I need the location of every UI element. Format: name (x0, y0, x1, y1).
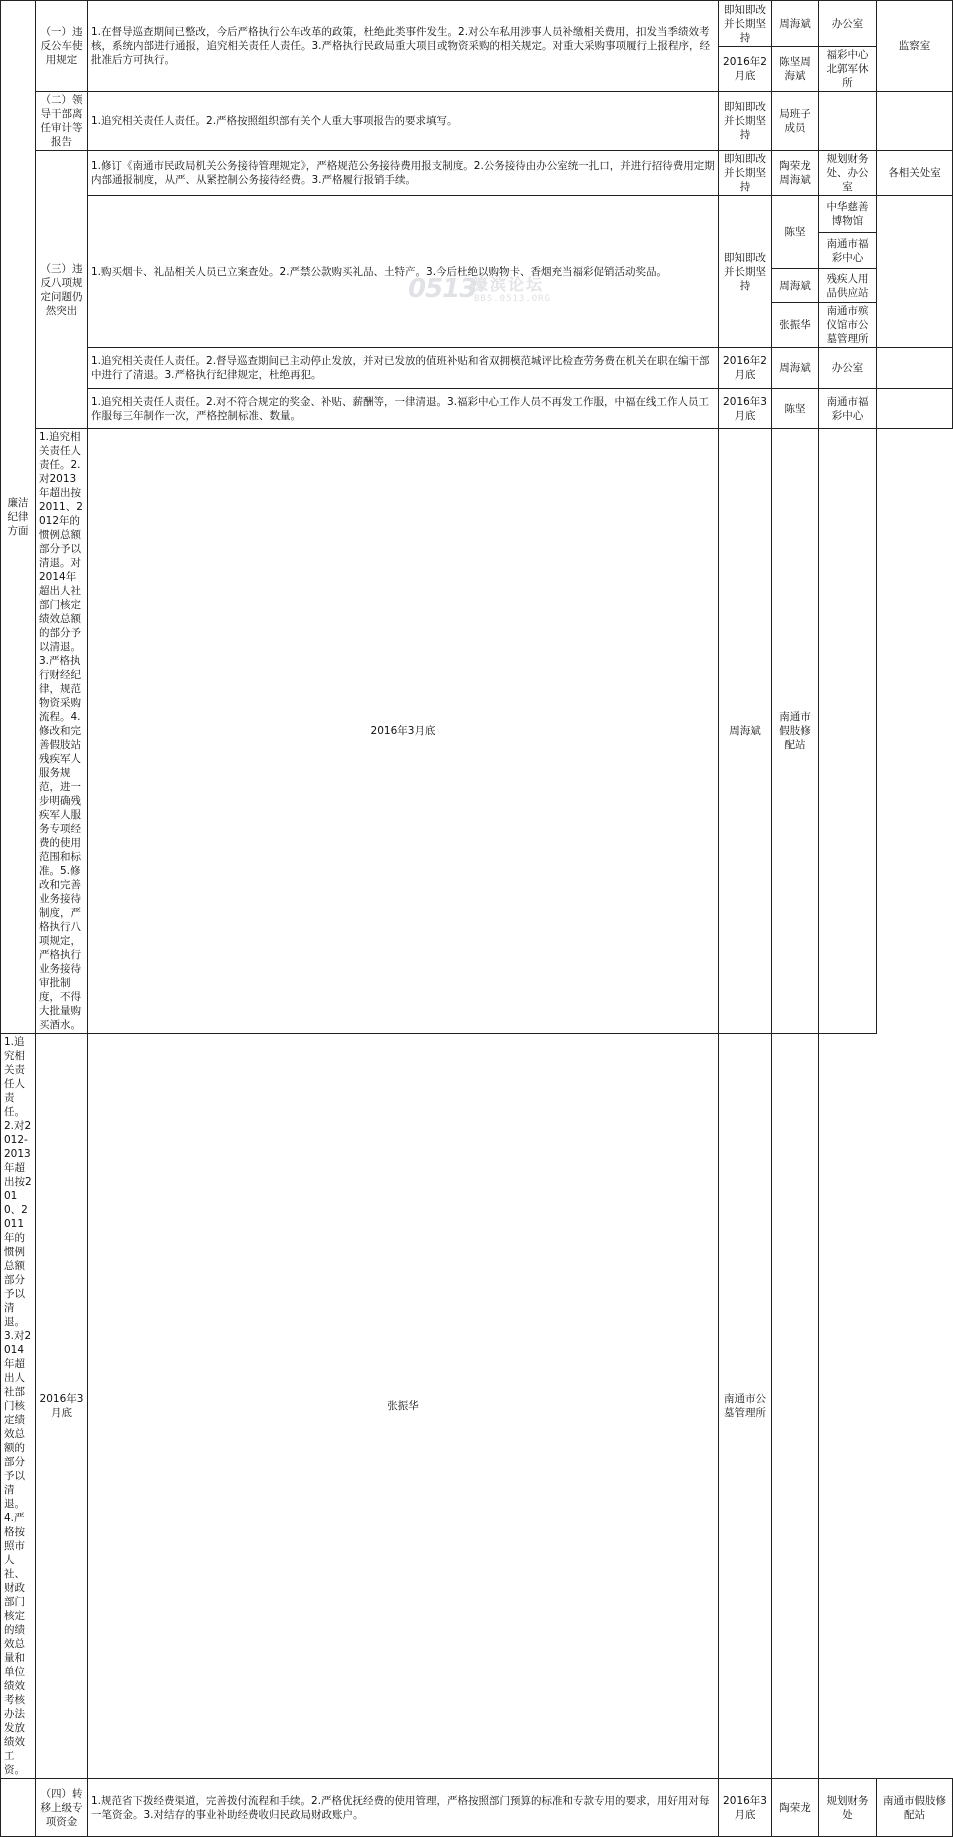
person-cell: 周海斌 (772, 1, 819, 47)
dept-cell: 南通市公墓管理所 (719, 1034, 772, 1779)
watermark-logo: 0513 (408, 274, 477, 304)
time-cell: 即知即改并长期坚持 (719, 196, 772, 348)
supervisor-cell (877, 92, 953, 151)
section-cell (36, 1, 88, 92)
time-cell: 2016年2月底 (719, 47, 772, 92)
dept-cell: 南通市假肢修配站 (772, 429, 819, 1034)
person-cell: 张振华 (88, 1034, 719, 1779)
time-cell: 2016年2月底 (719, 348, 772, 389)
dept-cell: 办公室 (819, 348, 877, 389)
category-cell (1, 1, 36, 1034)
person-cell: 陈坚 (772, 196, 819, 269)
time-cell: 2016年3月底 (719, 1779, 772, 1837)
dept-cell: 福彩中心北郭军休所 (819, 47, 877, 92)
dept-cell: 南通市福彩中心 (819, 233, 877, 269)
measure-cell: 1.追究相关责任人责任。2.对不符合规定的奖金、补贴、薪酬等，一律清退。3.福彩中心工作人员不再发工作服，中福在线工作人员工作服每三年制作一次，严格控制标准、数量。 (88, 389, 719, 429)
measure-cell: 1.追究相关责任人责任。2.督导巡查期间已主动停止发放，并对已发放的值班补贴和省双拥模范城评比检查劳务费在机关在职在编干部中进行了清退。3.严格执行纪律规定，杜绝再犯。 (88, 348, 719, 389)
section-label: （一）违反公车使用规定 (40, 26, 83, 66)
time-cell: 2016年3月底 (719, 389, 772, 429)
table-row (1, 348, 953, 389)
dept-cell: 残疾人用品供应站 (819, 269, 877, 303)
supervisor-cell: 各相关处室 (877, 151, 953, 196)
section-cell (36, 151, 88, 429)
dept-cell: 规划财务处、办公室 (819, 151, 877, 196)
dept-cell: 中华慈善博物馆 (819, 196, 877, 233)
measure-cell: 1.购买烟卡、礼品相关人员已立案查处。2.严禁公款购买礼品、土特产。3.今后杜绝以购物卡、香烟充当福彩促销活动奖品。 (88, 196, 719, 348)
supervisor-cell (877, 389, 953, 429)
section-cell: （二）领导干部离任审计等报告 (36, 92, 88, 151)
measure-cell: 1.规范省下拨经费渠道，完善拨付流程和手续。2.严格优抚经费的使用管理，严格按照部门预算的标准和专款专用的要求，用好用对每一笔资金。3.对结存的事业补助经费收归民政局财政账户。 (88, 1779, 719, 1837)
person-cell: 周海斌 (719, 429, 772, 1034)
measure-cell: 1.修订《南通市民政局机关公务接待管理规定》，严格规范公务接待费用报支制度。2.公务接待由办公室统一扎口，并进行招待费用定期内部通报制度，从严、从紧控制公务接待经费。3.严格履行报销手续。 (88, 151, 719, 196)
table-row (1, 92, 953, 151)
time-cell: 即知即改并长期坚持 (719, 151, 772, 196)
dept-cell (819, 92, 877, 151)
table-row (1, 1034, 953, 1779)
measure-cell: 1.追究相关责任人责任。2.对2013年超出按2011、2012年的惯例总额部分予以清退。对2014年超出人社部门核定绩效总额的部分予以清退。3.严格执行财经纪律，规范物资采购流程。4.修改和完善假肢站残疾军人服务规范，进一步明确残疾军人服务专项经费的使用范围和标准。5.修改和完善业务接待制度，严格执行八项规定，严格执行业务接待审批制度，不得大批量购买酒水。 (36, 429, 88, 1034)
time-cell: 2016年3月底 (36, 1034, 88, 1779)
measure-cell: 1.在督导巡查期间已整改，今后严格执行公车改革的政策，杜绝此类事件发生。2.对公车私用涉事人员补缴相关费用，扣发当季绩效考核，系统内部进行通报，追究相关责任人责任。3.严格执行民政局重大项目或物资采购的相关规定。对重大采购事项履行上报程序，经批准后方可执行。 (88, 1, 719, 92)
dept-cell: 南通市福彩中心 (819, 389, 877, 429)
table-row (1, 429, 953, 1034)
measure-cell: 1.追究相关责任人责任。2.严格按照组织部有关个人重大事项报告的要求填写。 (88, 92, 719, 151)
table-row (1, 1779, 953, 1837)
supervisor-cell (772, 1034, 819, 1779)
dept-cell: 南通市殡仪馆市公墓管理所 (819, 303, 877, 348)
section-cell: （四）转移上级专项资金 (36, 1779, 88, 1837)
watermark-forum-name: 濠滨论坛 (472, 275, 545, 294)
person-cell: 周海斌 (772, 348, 819, 389)
dept-cell: 办公室 (819, 1, 877, 47)
time-cell: 即知即改并长期坚持 (719, 92, 772, 151)
supervisor-cell: 监察室 (877, 1, 953, 92)
time-cell: 即知即改并长期坚持 (719, 1, 772, 47)
supervisor-cell: 南通市假肢修配站 (877, 1779, 953, 1837)
table-row (1, 196, 953, 233)
person-cell: 张振华 (772, 303, 819, 348)
table-row (1, 151, 953, 196)
time-cell: 2016年3月底 (88, 429, 719, 1034)
person-cell: 局班子成员 (772, 92, 819, 151)
watermark-url: BBS.0513.ORG (474, 294, 552, 304)
person-cell: 陈坚 (772, 389, 819, 429)
table-row (1, 389, 953, 429)
category-cell (1, 1779, 36, 1837)
person-cell: 陈坚周海斌 (772, 47, 819, 92)
supervisor-cell (877, 196, 953, 348)
supervisor-cell (877, 348, 953, 389)
person-cell: 周海斌 (772, 269, 819, 303)
category-label: 廉洁纪律方面 (7, 497, 29, 537)
table-row (1, 1, 953, 47)
person-cell: 陶荣龙 (772, 1779, 819, 1837)
dept-cell: 规划财务处 (819, 1779, 877, 1837)
person-cell: 陶荣龙周海斌 (772, 151, 819, 196)
supervisor-cell (819, 429, 877, 1034)
section-label: （三）违反八项规定问题仍然突出 (40, 262, 83, 317)
measure-cell: 1.追究相关责任人责任。2.对2012-2013年超出按2010、2011年的惯例总额部分予以清退。3.对2014年超出人社部门核定绩效总额的部分予以清退。4.严格按照市人社、财政部门核定的绩效总量和单位绩效考核办法发放绩效工资。 (1, 1034, 36, 1779)
